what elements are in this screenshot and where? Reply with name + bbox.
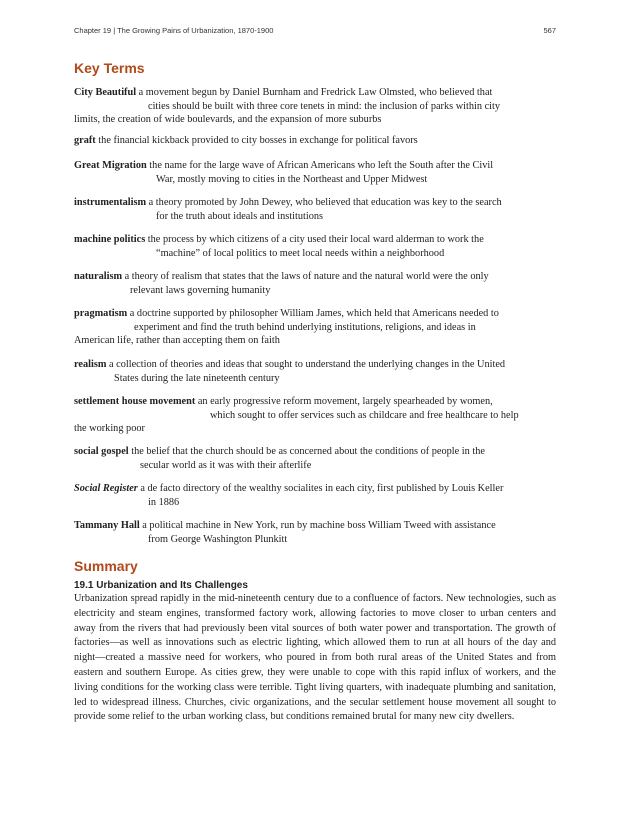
key-term-entry — [74, 519, 556, 546]
key-term-definition-line: a collection of theories and ideas that sought to understand the underlying changes in the United — [106, 359, 506, 370]
key-term-definition-line: War, mostly moving to cities in the Northeast and Upper Midwest — [156, 173, 428, 185]
key-term-word: naturalism — [74, 271, 123, 282]
key-term-entry — [74, 233, 556, 260]
key-term-definition-line: a theory promoted by John Dewey, who believed that education was key to the search — [146, 197, 502, 208]
key-term-definition-line: in 1886 — [148, 496, 180, 508]
chapter-title: Chapter 19 | The Growing Pains of Urbanization, 1870-1900 — [74, 26, 274, 35]
key-term-definition-line: a doctrine supported by philosopher William James, which held that Americans needed to — [127, 308, 499, 319]
key-term-entry — [74, 270, 556, 297]
key-term-definition-line: relevant laws governing humanity — [130, 284, 271, 296]
key-term-definition-line: limits, the creation of wide boulevards, and the expansion of more suburbs — [74, 114, 382, 125]
key-term-entry — [74, 358, 556, 385]
key-term-definition-line: experiment and find the truth behind underlying institutions, religions, and ideas in — [134, 321, 476, 333]
key-term-definition-line: a movement begun by Daniel Burnham and Fredrick Law Olmsted, who believed that — [136, 87, 493, 98]
key-term-definition-line: secular world as it was with their afterlife — [140, 459, 312, 471]
key-term-definition-line: cities should be built with three core tenets in mind: the inclusion of parks within city — [148, 100, 501, 112]
key-terms-heading: Key Terms — [74, 60, 145, 76]
key-term-entry — [74, 86, 556, 127]
key-term-word: City Beautiful — [74, 87, 137, 98]
summary-heading: Summary — [74, 558, 138, 574]
key-term-entry — [74, 395, 556, 436]
key-term-entry — [74, 159, 556, 186]
key-term-word: machine politics — [74, 234, 146, 245]
key-term-definition-line: from George Washington Plunkitt — [148, 533, 288, 545]
key-term-word: social gospel — [74, 446, 129, 457]
key-term-definition-line: the working poor — [74, 423, 145, 434]
key-term-definition-line: the name for the large wave of African Americans who left the South after the Civil — [146, 160, 494, 171]
page-number: 567 — [543, 26, 556, 35]
key-term-word: settlement house movement — [74, 396, 196, 407]
key-term-definition-line: a de facto directory of the wealthy socialites in each city, first published by Louis Keller — [137, 483, 504, 494]
summary-paragraph: Urbanization spread rapidly in the mid-nineteenth century due to a confluence of factors. New technologies, such as electricity and steam engines, transformed factory work, allowing factories to move closer to urban centers and away from the rivers that had previously been vital sources of both water power and transportation. The growth of factories—as well as innovations such as electric lighting, which allowed them to run at all hours of the day and night—created a massive need for workers, who poured in from both rural areas of the United States and from eastern and southern Europe. As cities grew, they were unable to cope with this rapid influx of workers, and the living conditions for the working class were terrible. Tight living quarters, with inadequate plumbing and sanitation, led to widespread illness. Churches, civic organizations, and the secular settlement house movement all sought to provide some relief to the urban working class, but conditions remained brutal for many new city dwellers. — [74, 593, 556, 723]
key-term-definition-line: American life, rather than accepting them on faith — [74, 335, 280, 346]
key-term-definition-line: a theory of realism that states that the laws of nature and the natural world were the only — [122, 271, 489, 282]
key-term-definition-line: “machine” of local politics to meet local needs within a neighborhood — [156, 247, 445, 259]
key-term-definition-line: a political machine in New York, run by machine boss William Tweed with assistance — [139, 520, 496, 531]
key-term-definition-line: States during the late nineteenth century — [114, 372, 280, 384]
key-term-word: pragmatism — [74, 308, 128, 319]
key-term-definition-line: the process by which citizens of a city used their local ward alderman to work the — [145, 234, 484, 245]
summary-subheading: 19.1 Urbanization and Its Challenges — [74, 580, 248, 591]
key-term-word: Social Register — [74, 483, 138, 494]
key-term-definition-line: the financial kickback provided to city bosses in exchange for political favors — [95, 135, 418, 146]
running-header — [74, 26, 556, 35]
key-term-entry — [74, 134, 556, 148]
key-term-entry — [74, 482, 556, 509]
key-term-word: realism — [74, 359, 107, 370]
key-term-entry — [74, 196, 556, 223]
key-term-word: Tammany Hall — [74, 520, 140, 531]
key-term-word: Great Migration — [74, 160, 147, 171]
key-term-definition-line: for the truth about ideals and institutions — [156, 210, 324, 222]
key-term-entry — [74, 307, 556, 348]
key-term-definition-line: which sought to offer services such as childcare and free healthcare to help — [210, 409, 519, 421]
key-term-entry — [74, 445, 556, 472]
key-term-definition-line: the belief that the church should be as concerned about the conditions of people in the — [128, 446, 485, 457]
key-term-word: instrumentalism — [74, 197, 147, 208]
key-term-word: graft — [74, 135, 96, 146]
key-term-definition-line: an early progressive reform movement, largely spearheaded by women, — [195, 396, 493, 407]
